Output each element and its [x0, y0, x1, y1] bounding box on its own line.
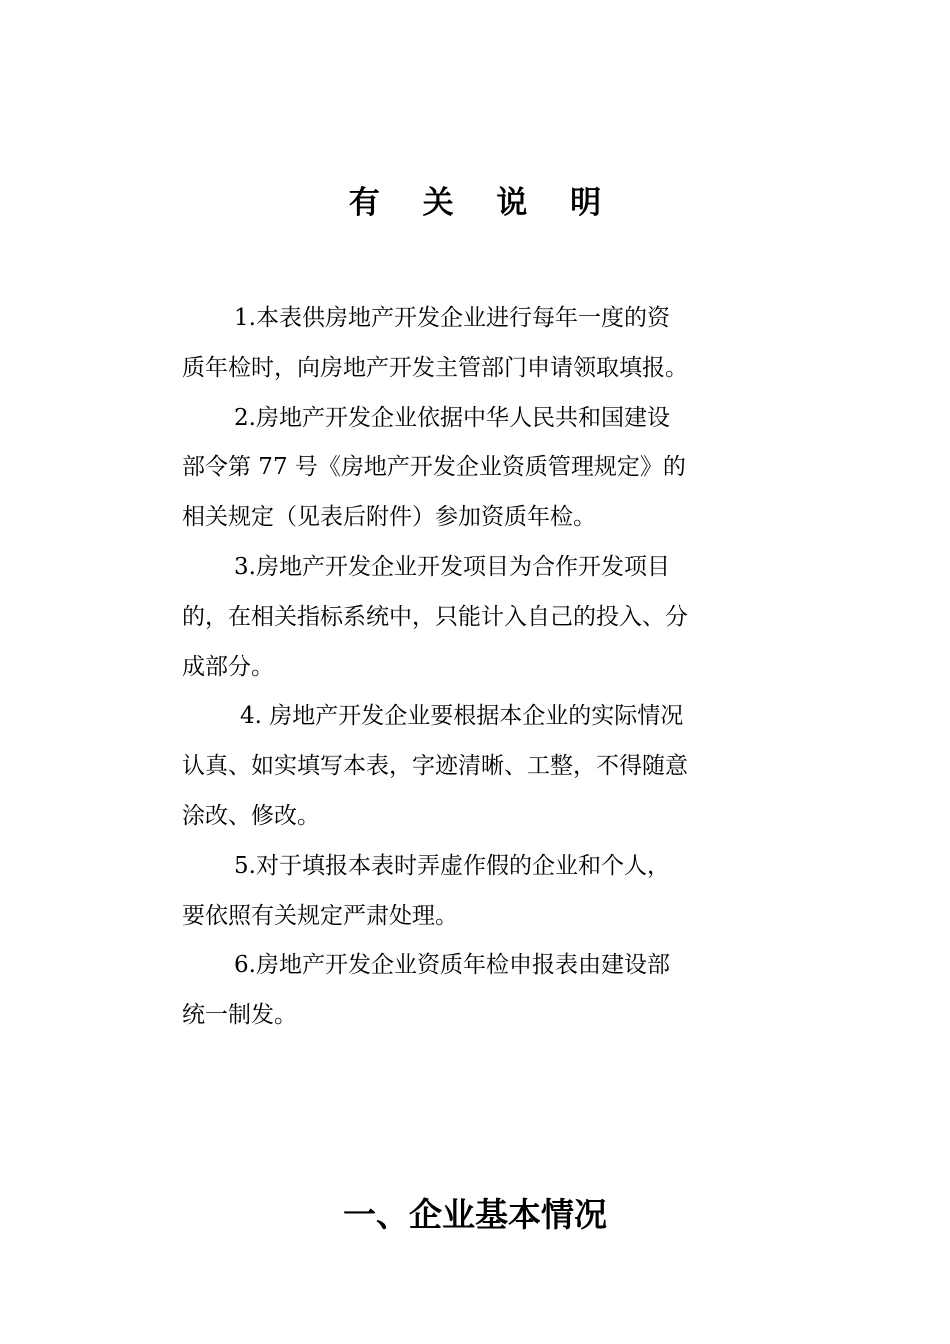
note-line: 4. 房地产开发企业要根据本企业的实际情况 — [240, 703, 684, 730]
note-line: 6.房地产开发企业资质年检申报表由建设部 — [234, 952, 670, 979]
note-line: 2.房地产开发企业依据中华人民共和国建设 — [234, 404, 670, 431]
note-item — [182, 543, 762, 692]
note-item — [182, 294, 762, 394]
note-line: 部令第 77 号《房地产开发企业资质管理规定》的 — [182, 454, 686, 481]
note-item — [182, 941, 762, 1041]
note-item — [182, 692, 762, 841]
note-line: 涂改、修改。 — [182, 802, 320, 829]
note-line: 成部分。 — [182, 653, 274, 680]
note-item — [182, 394, 762, 543]
note-line: 要依照有关规定严肃处理。 — [182, 902, 458, 929]
note-line: 质年检时，向房地产开发主管部门申请领取填报。 — [182, 354, 688, 381]
section-title: 一、企业基本情况 — [343, 1195, 607, 1234]
note-item — [182, 842, 762, 942]
notes-list — [182, 294, 762, 1041]
note-line: 的，在相关指标系统中，只能计入自己的投入、分 — [182, 603, 688, 630]
note-line: 5.对于填报本表时弄虚作假的企业和个人， — [234, 852, 670, 879]
note-line: 3.房地产开发企业开发项目为合作开发项目 — [234, 553, 670, 580]
note-line: 1.本表供房地产开发企业进行每年一度的资 — [234, 305, 670, 331]
note-line: 认真、如实填写本表，字迹清晰、工整，不得随意 — [182, 753, 688, 780]
page-title: 有 关 说 明 — [348, 185, 618, 221]
note-line: 统一制发。 — [182, 1002, 297, 1029]
note-line: 相关规定（见表后附件）参加资质年检。 — [182, 504, 596, 531]
